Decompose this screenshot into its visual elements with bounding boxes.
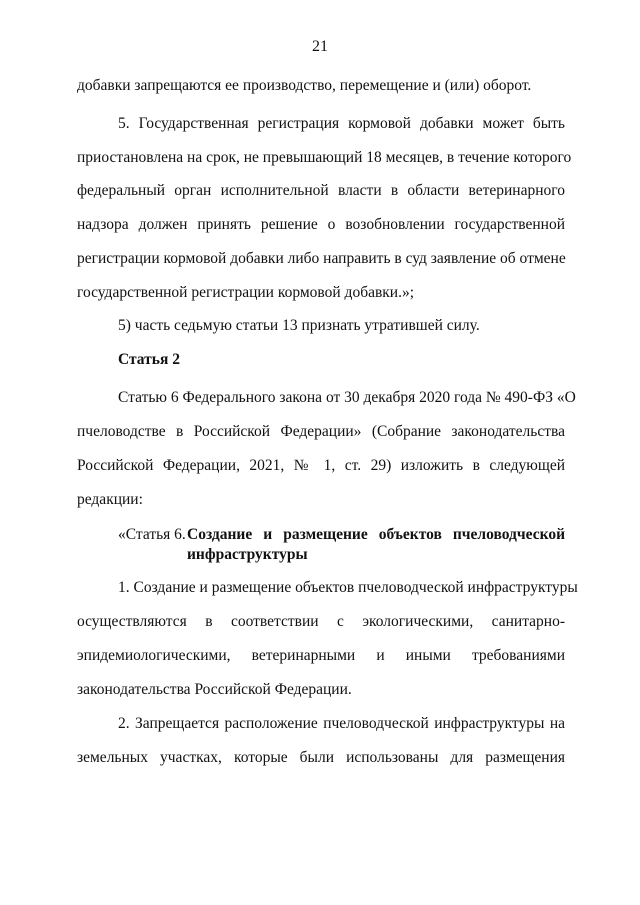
page-number: 21 xyxy=(312,38,328,55)
article-6-lead: «Статья 6. xyxy=(118,526,186,543)
text-line-4: федеральный орган исполнительной власти в области ветеринарного xyxy=(77,182,565,199)
text-line-9: Статью 6 Федерального закона от 30 декабря 2020 года № 490-ФЗ «О xyxy=(118,389,576,406)
text-line-10: пчеловодстве в Российской Федерации» (Собрание законодательства xyxy=(77,423,565,440)
text-line-12: редакции: xyxy=(77,491,143,508)
article-2-heading: Статья 2 xyxy=(118,351,180,368)
text-line-7: государственной регистрации кормовой добавки.»; xyxy=(77,284,415,301)
text-line-17: 2. Запрещается расположение пчеловодческой инфраструктуры на xyxy=(118,715,565,732)
article-6-title-line-1: Создание и размещение объектов пчеловодческой xyxy=(187,526,565,543)
text-line-6: регистрации кормовой добавки либо направить в суд заявление об отмене xyxy=(77,250,566,267)
text-line-13: 1. Создание и размещение объектов пчеловодческой инфраструктуры xyxy=(118,579,578,596)
article-6-title-line-2: инфраструктуры xyxy=(187,546,308,563)
text-line-3: приостановлена на срок, не превышающий 18 месяцев, в течение которого xyxy=(77,149,572,166)
text-line-2: 5. Государственная регистрация кормовой добавки может быть xyxy=(118,115,565,132)
text-line-16: законодательства Российской Федерации. xyxy=(77,681,352,698)
text-line-11: Российской Федерации, 2021, № 1, ст. 29) изложить в следующей xyxy=(77,457,565,474)
text-line-1: добавки запрещаются ее производство, перемещение и (или) оборот. xyxy=(77,77,532,94)
text-line-8: 5) часть седьмую статьи 13 признать утратившей силу. xyxy=(118,317,480,334)
text-line-15: эпидемиологическими, ветеринарными и иными требованиями xyxy=(77,647,565,664)
text-line-14: осуществляются в соответствии с экологическими, санитарно- xyxy=(77,613,565,630)
text-line-18: земельных участках, которые были использованы для размещения xyxy=(77,749,565,766)
text-line-5: надзора должен принять решение о возобновлении государственной xyxy=(77,216,565,233)
